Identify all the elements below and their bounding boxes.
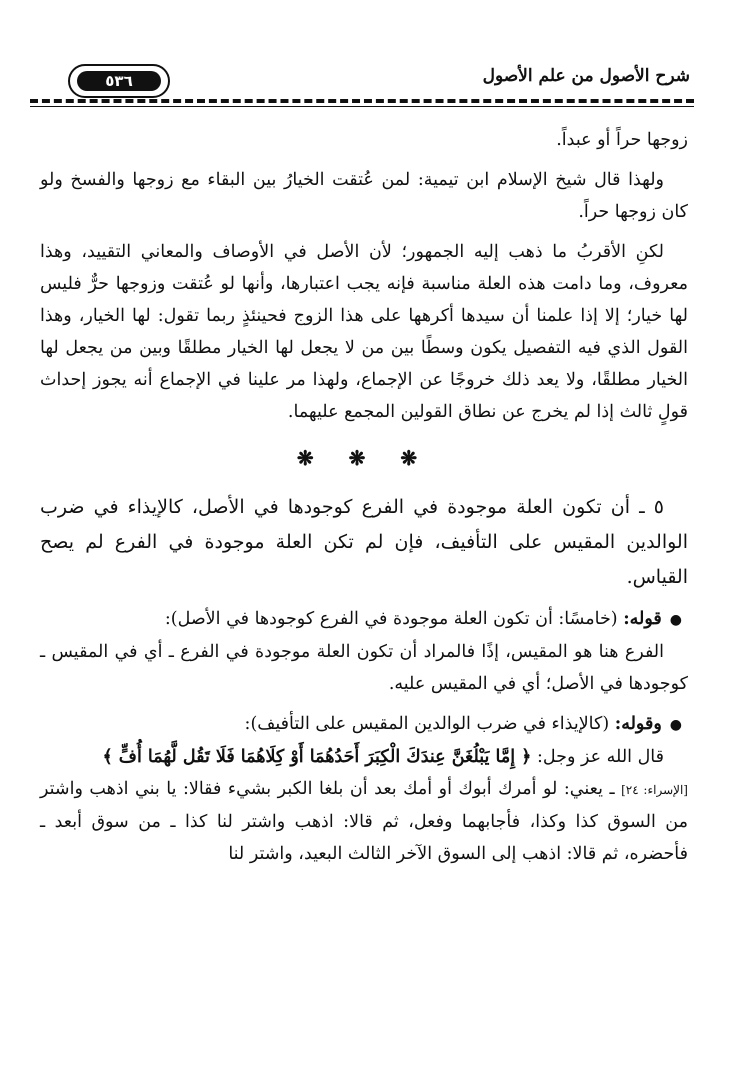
- quran-verse: ﴿ إِمَّا يَبْلُغَنَّ عِندَكَ الْكِبَرَ أَحَدُهُمَا أَوْ كِلَاهُمَا فَلَا تَقُل لَّهُمَا أُفٍّ ﴾: [102, 747, 532, 767]
- bullet-icon: ●: [669, 717, 682, 733]
- quran-intro: قال الله عز وجل:: [537, 747, 664, 767]
- paragraph-text: ـ يعني: لو أمرك أبوك أو أمك بعد أن بلغا الكبر بشيء فقالا: يا بني اذهب واشتر من السوق كذا وكذا، فأجابهما وفعل، ثم قالا: اذهب واشتر لنا كذا ـ من سوق أبعد ـ فأحضره، ثم قالا: اذهب إلى السوق الآخر الثالث البعيد، واشتر لنا: [40, 779, 688, 864]
- page-body: [40, 124, 688, 870]
- page-header: [30, 56, 690, 104]
- paragraph: ولهذا قال شيخ الإسلام ابن تيمية: لمن عُتقت الخيارُ بين البقاء مع زوجها والفسخ ولو كان زوجها حراً.: [40, 170, 688, 222]
- header-divider-thin: [30, 106, 694, 107]
- commentary-quote: (كالإيذاء في ضرب الوالدين المقيس على التأفيف):: [244, 714, 610, 734]
- page-number: ٥٣٦: [77, 71, 161, 91]
- header-divider: [30, 99, 694, 103]
- book-title: شرح الأصول من علم الأصول: [482, 66, 690, 86]
- commentary-quote: (خامسًا: أن تكون العلة موجودة في الفرع كوجودها في الأصل):: [164, 609, 618, 629]
- commentary-label: وقوله:: [614, 714, 662, 734]
- paragraph: الفرع هنا هو المقيس، إذًا فالمراد أن تكون العلة موجودة في الفرع ـ أي في المقيس ـ كوجودها في الأصل؛ أي في المقيس عليه.: [40, 642, 688, 694]
- commentary-heading: [40, 603, 688, 636]
- section-separator: ❋ ❋ ❋: [296, 446, 432, 470]
- commentary-heading: [40, 708, 688, 741]
- paragraph-main-point: ٥ ـ أن تكون العلة موجودة في الفرع كوجودها في الأصل، كالإيذاء في ضرب الوالدين المقيس على التأفيف، فإن لم تكن العلة موجودة في الفرع لم يصح القياس.: [40, 496, 688, 588]
- commentary-label: قوله:: [623, 609, 662, 629]
- paragraph: لكنِ الأقربُ ما ذهب إليه الجمهور؛ لأن الأصل في الأوصاف والمعاني التقييد، وهذا معروف، وما دامت هذه العلة مناسبة فإنه يجب اعتبارها، وأنها لو عُتقت وزوجها حرٌّ فليس لها خيار؛ إلا إذا علمنا أن سيدها أكرهها على هذا الزوج فحينئذٍ ربما تقول: لها الخيار، وهذا القول الذي فيه التفصيل يكون وسطًا بين من لا يجعل لها الخيار مطلقًا وبين من يجعل لها الخيار مطلقًا، ولا يعد ذلك خروجًا عن الإجماع، ولهذا مر علينا في الإجماع أنه يجوز إحداث قولٍ ثالث إذا لم يخرج عن نطاق القولين المجمع عليهما.: [40, 242, 688, 422]
- bullet-icon: ●: [669, 612, 682, 628]
- verse-reference: [الإسراء: ٢٤]: [621, 783, 688, 797]
- page-number-badge: [68, 64, 170, 98]
- paragraph: [40, 773, 688, 870]
- paragraph: [40, 741, 688, 773]
- paragraph: زوجها حراً أو عبداً.: [556, 130, 688, 150]
